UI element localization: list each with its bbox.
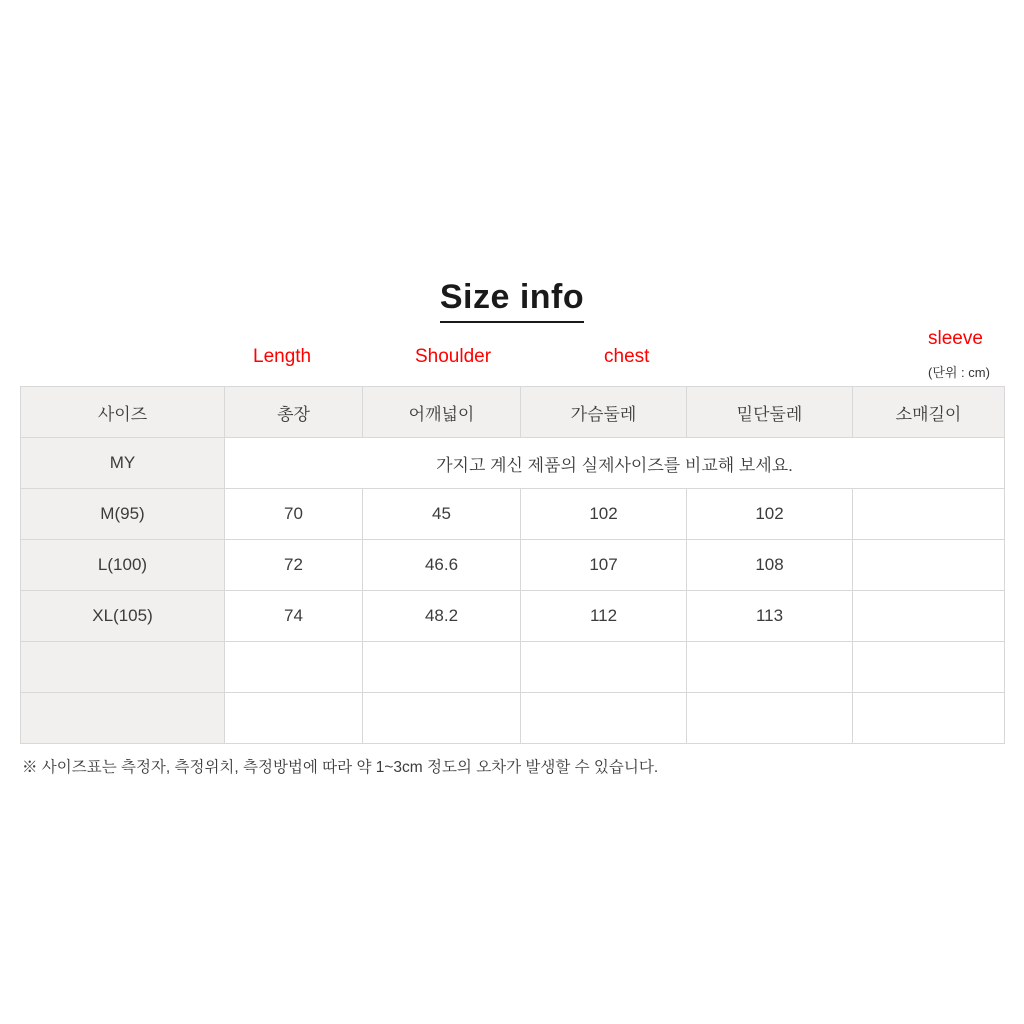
row-chest-cell [521,642,687,693]
table-row [21,642,1005,693]
row-chest-cell: 112 [521,591,687,642]
row-length-cell [225,693,363,744]
row-shoulder-cell: 45 [363,489,521,540]
table-header-cell: 사이즈 [21,387,225,438]
row-hem-cell: 108 [687,540,853,591]
row-chest-cell: 107 [521,540,687,591]
table-header-cell: 가슴둘레 [521,387,687,438]
row-length-cell: 70 [225,489,363,540]
table-header-cell: 밑단둘레 [687,387,853,438]
row-size-cell: XL(105) [21,591,225,642]
row-length-cell: 72 [225,540,363,591]
row-hem-cell: 113 [687,591,853,642]
table-header-cell: 총장 [225,387,363,438]
annotation-sleeve: sleeve [928,328,983,349]
row-size-cell: M(95) [21,489,225,540]
row-chest-cell [521,693,687,744]
row-hem-cell [687,642,853,693]
row-sleeve-cell [853,642,1005,693]
row-length-cell: 74 [225,591,363,642]
table-header-row [21,387,1005,438]
annotation-length: Length [253,346,312,367]
annotation-chest: chest [604,346,650,367]
footnote: ※ 사이즈표는 측정자, 측정위치, 측정방법에 따라 약 1~3cm 정도의 오차가 발생할 수 있습니다. [22,759,659,776]
row-length-cell [225,642,363,693]
row-shoulder-cell [363,693,521,744]
size-table [20,386,1005,744]
unit-note: (단위 : cm) [928,365,990,380]
annotation-shoulder: Shoulder [415,346,492,367]
table-header-cell: 소매길이 [853,387,1005,438]
my-label-cell: MY [21,438,225,489]
row-shoulder-cell: 46.6 [363,540,521,591]
row-size-cell [21,642,225,693]
table-row [21,540,1005,591]
page-title [0,278,1024,323]
row-chest-cell: 102 [521,489,687,540]
my-note-cell: 가지고 계신 제품의 실제사이즈를 비교해 보세요. [225,438,1005,489]
row-shoulder-cell: 48.2 [363,591,521,642]
row-size-cell [21,693,225,744]
table-row [21,693,1005,744]
row-sleeve-cell [853,489,1005,540]
page-title-text: Size info [440,278,584,323]
table-row-my [21,438,1005,489]
row-size-cell: L(100) [21,540,225,591]
row-hem-cell [687,693,853,744]
table-row [21,489,1005,540]
row-shoulder-cell [363,642,521,693]
row-sleeve-cell [853,693,1005,744]
table-row [21,591,1005,642]
table-header-cell: 어깨넓이 [363,387,521,438]
row-hem-cell: 102 [687,489,853,540]
row-sleeve-cell [853,540,1005,591]
row-sleeve-cell [853,591,1005,642]
